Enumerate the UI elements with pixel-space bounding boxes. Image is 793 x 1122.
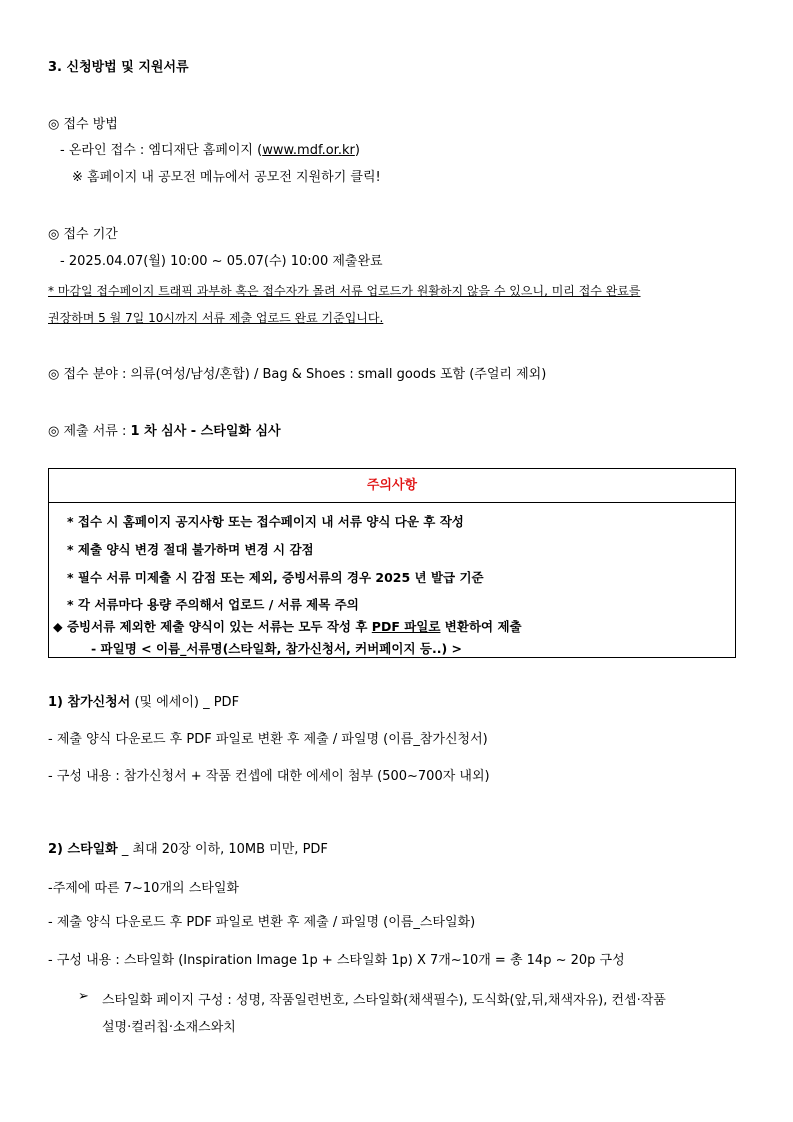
notice-pdf-suffix: 변환하여 제출 xyxy=(440,619,522,634)
receipt-field: ◎ 접수 분야 : 의류(여성/남성/혼합) / Bag & Shoes : small goods 포함 (주얼리 제외) xyxy=(48,367,547,382)
online-receipt-suffix: ) xyxy=(354,143,360,158)
arrow-bullet-icon: ➢ xyxy=(78,989,89,1004)
style-drawing-bullet-line1: 스타일화 페이지 구성 : 성명, 작품일련번호, 스타일화(채색필수), 도식화(앞,뒤,채색자유), 컨셉·작품 xyxy=(102,993,666,1008)
deadline-warning-line1: * 마감일 접수페이지 트래픽 과부하 혹은 접수자가 몰려 서류 업로드가 원활하지 않을 수 있으니, 미리 접수 완료를 xyxy=(48,284,641,298)
style-drawing-bullet-line2: 설명·컬러칩·소재스와치 xyxy=(102,1020,236,1035)
style-drawing-line3: - 구성 내용 : 스타일화 (Inspiration Image 1p + 스타일화 1p) X 7개~10개 = 총 14p ~ 20p 구성 xyxy=(48,953,625,968)
notice-pdf-prefix: ◆ 증빙서류 제외한 제출 양식이 있는 서류는 모두 작성 후 xyxy=(53,619,372,634)
application-line2: - 구성 내용 : 참가신청서 + 작품 컨셉에 대한 에세이 첨부 (500~700자 내외) xyxy=(48,769,490,784)
receipt-period-heading: ◎ 접수 기간 xyxy=(48,227,118,242)
application-title-bold: 1) 참가신청서 xyxy=(48,695,131,710)
notice-pdf-line xyxy=(53,617,522,635)
notice-filename: - 파일명 < 이름_서류명(스타일화, 참가신청서, 커버페이지 등..) > xyxy=(91,641,462,656)
online-receipt-line xyxy=(60,139,360,158)
documents-label: ◎ 제출 서류 : xyxy=(48,424,127,439)
notice-box xyxy=(48,468,736,658)
receipt-method-heading: ◎ 접수 방법 xyxy=(48,117,118,132)
notice-item: * 접수 시 홈페이지 공지사항 또는 접수페이지 내 서류 양식 다운 후 작성 xyxy=(67,514,464,529)
documents-stages: 1 차 심사 - 스타일화 심사 xyxy=(130,424,281,439)
style-drawing-line2: - 제출 양식 다운로드 후 PDF 파일로 변환 후 제출 / 파일명 (이름_스타일화) xyxy=(48,915,476,930)
website-link[interactable]: www.mdf.or.kr xyxy=(262,143,355,158)
notice-title: 주의사항 xyxy=(49,469,735,503)
application-title xyxy=(48,691,239,710)
notice-item: * 필수 서류 미제출 시 감점 또는 제외, 증빙서류의 경우 2025 년 발급 기준 xyxy=(67,570,484,585)
style-drawing-line1: -주제에 따른 7~10개의 스타일화 xyxy=(48,881,239,896)
section-title: 3. 신청방법 및 지원서류 xyxy=(48,60,189,75)
notice-item: * 제출 양식 변경 절대 불가하며 변경 시 감점 xyxy=(67,542,314,557)
style-drawing-title xyxy=(48,838,328,857)
notice-item: * 각 서류마다 용량 주의해서 업로드 / 서류 제목 주의 xyxy=(67,597,359,612)
notice-pdf-underlined: PDF 파일로 xyxy=(371,619,441,634)
style-drawing-title-bold: 2) 스타일화 xyxy=(48,842,118,857)
receipt-period-range: - 2025.04.07(월) 10:00 ~ 05.07(수) 10:00 제출완료 xyxy=(60,254,383,269)
application-line1: - 제출 양식 다운로드 후 PDF 파일로 변환 후 제출 / 파일명 (이름_참가신청서) xyxy=(48,732,488,747)
application-title-rest: (및 에세이) _ PDF xyxy=(130,695,240,710)
documents-line xyxy=(48,420,281,439)
style-drawing-title-rest: _ 최대 20장 이하, 10MB 미만, PDF xyxy=(117,842,328,857)
online-receipt-prefix: - 온라인 접수 : 엠디재단 홈페이지 ( xyxy=(60,143,263,158)
receipt-note: ※ 홈페이지 내 공모전 메뉴에서 공모전 지원하기 클릭! xyxy=(72,170,381,185)
deadline-warning-line2: 권장하며 5 월 7일 10시까지 서류 제출 업로드 완료 기준입니다. xyxy=(48,311,384,325)
